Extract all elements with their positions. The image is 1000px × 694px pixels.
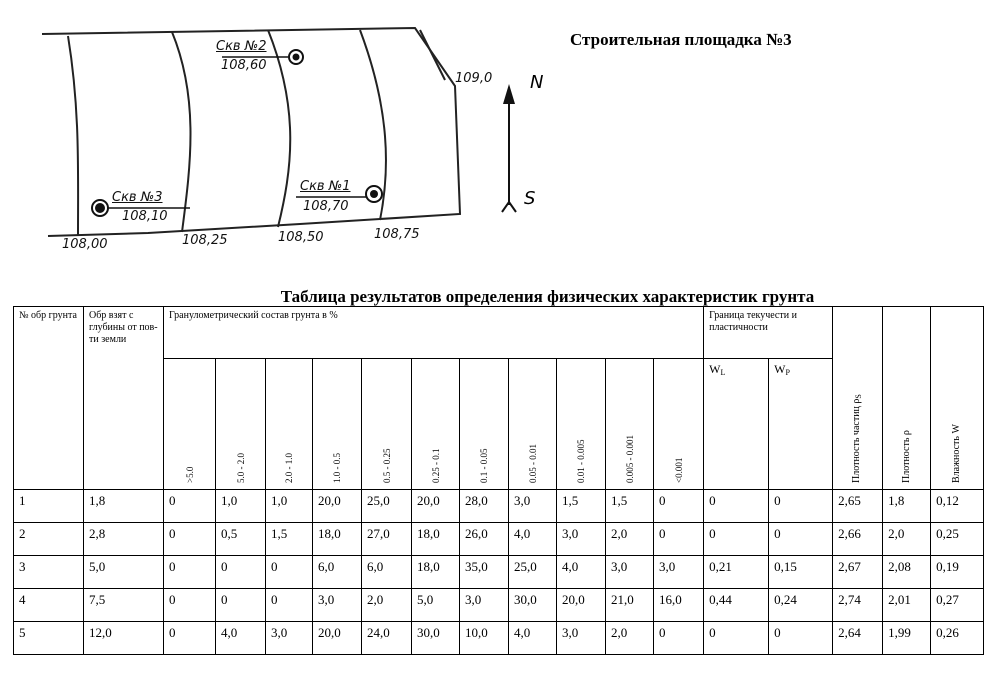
table-cell: 16,0 <box>654 589 704 622</box>
table-cell: 1,5 <box>606 490 654 523</box>
table-cell: 18,0 <box>313 523 362 556</box>
header-density: Плотность ρ <box>883 307 931 490</box>
table-cell: 18,0 <box>412 556 460 589</box>
table-cell: 4,0 <box>509 622 557 655</box>
table-cell: 0 <box>654 490 704 523</box>
table-cell: 4,0 <box>557 556 606 589</box>
fraction-header: 0.01 - 0.005 <box>557 359 606 490</box>
table-row <box>14 490 984 523</box>
table-cell: 1 <box>14 490 84 523</box>
well-2-elevation: 108,60 <box>221 58 267 73</box>
table-cell: 1,0 <box>266 490 313 523</box>
table-cell: 30,0 <box>412 622 460 655</box>
well-1-elevation: 108,70 <box>303 199 349 214</box>
table-cell: 2,0 <box>362 589 412 622</box>
fraction-header: 1.0 - 0.5 <box>313 359 362 490</box>
table-cell: 2,65 <box>833 490 883 523</box>
table-cell: 0 <box>216 589 266 622</box>
table-cell: 0 <box>164 589 216 622</box>
well-3-elevation: 108,10 <box>122 209 168 224</box>
table-cell: 2 <box>14 523 84 556</box>
table-cell: 10,0 <box>460 622 509 655</box>
table-cell: 5,0 <box>84 556 164 589</box>
table-row <box>14 556 984 589</box>
fraction-header: 2.0 - 1.0 <box>266 359 313 490</box>
table-cell: 20,0 <box>557 589 606 622</box>
table-cell: 0 <box>769 523 833 556</box>
header-moisture: Влажность W <box>931 307 984 490</box>
table-cell: 3,0 <box>557 622 606 655</box>
table-cell: 4,0 <box>509 523 557 556</box>
table-cell: 2,67 <box>833 556 883 589</box>
table-cell: 0 <box>164 523 216 556</box>
table-cell: 1,8 <box>883 490 931 523</box>
table-cell: 0,21 <box>704 556 769 589</box>
table-cell: 5 <box>14 622 84 655</box>
table-row <box>14 589 984 622</box>
fraction-header: 0.005 - 0.001 <box>606 359 654 490</box>
site-plan-drawing <box>0 0 560 265</box>
table-cell: 21,0 <box>606 589 654 622</box>
table-cell: 0 <box>769 622 833 655</box>
table-cell: 0 <box>654 622 704 655</box>
table-cell: 6,0 <box>313 556 362 589</box>
table-cell: 27,0 <box>362 523 412 556</box>
table-cell: 2,01 <box>883 589 931 622</box>
table-cell: 6,0 <box>362 556 412 589</box>
header-depth: Обр взят с глубины от пов-ти земли <box>84 307 164 490</box>
north-label: N <box>530 72 544 93</box>
fraction-header: 0.25 - 0.1 <box>412 359 460 490</box>
table-cell: 3,0 <box>460 589 509 622</box>
header-granulometric: Гранулометрический состав грунта в % <box>164 307 704 359</box>
results-table <box>13 306 984 655</box>
table-cell: 0 <box>164 490 216 523</box>
table-cell: 25,0 <box>362 490 412 523</box>
contour-label: 108,25 <box>182 233 228 248</box>
header-wp: $W_P$ <box>769 359 833 490</box>
table-cell: 0 <box>654 523 704 556</box>
fraction-header: <0.001 <box>654 359 704 490</box>
table-cell: 0,44 <box>704 589 769 622</box>
table-cell: 3,0 <box>557 523 606 556</box>
table-cell: 3,0 <box>266 622 313 655</box>
table-cell: 20,0 <box>412 490 460 523</box>
table-cell: 2,64 <box>833 622 883 655</box>
table-cell: 20,0 <box>313 622 362 655</box>
well-2-label: Скв №2 <box>216 39 267 54</box>
table-cell: 2,0 <box>606 523 654 556</box>
table-cell: 0,19 <box>931 556 984 589</box>
table-cell: 3,0 <box>509 490 557 523</box>
contour-label: 108,75 <box>374 227 420 242</box>
table-cell: 1,5 <box>266 523 313 556</box>
fraction-header: >5.0 <box>164 359 216 490</box>
contour-line <box>268 30 290 227</box>
table-cell: 3,0 <box>313 589 362 622</box>
table-cell: 0,27 <box>931 589 984 622</box>
south-label: S <box>524 188 536 209</box>
table-cell: 3 <box>14 556 84 589</box>
site-title: Строительная площадка №3 <box>570 30 792 49</box>
well-3-label: Скв №3 <box>112 190 163 205</box>
table-cell: 2,8 <box>84 523 164 556</box>
table-cell: 0 <box>164 622 216 655</box>
table-cell: 0 <box>704 490 769 523</box>
table-cell: 18,0 <box>412 523 460 556</box>
table-cell: 0,24 <box>769 589 833 622</box>
table-cell: 2,0 <box>606 622 654 655</box>
header-wl: $W_L$ <box>704 359 769 490</box>
table-cell: 5,0 <box>412 589 460 622</box>
table-cell: 0,15 <box>769 556 833 589</box>
table-cell: 24,0 <box>362 622 412 655</box>
table-cell: 30,0 <box>509 589 557 622</box>
table-cell: 20,0 <box>313 490 362 523</box>
table-cell: 3,0 <box>654 556 704 589</box>
table-cell: 28,0 <box>460 490 509 523</box>
table-cell: 4 <box>14 589 84 622</box>
table-row <box>14 622 984 655</box>
table-cell: 1,8 <box>84 490 164 523</box>
table-cell: 0 <box>216 556 266 589</box>
table-cell: 1,0 <box>216 490 266 523</box>
table-cell: 0 <box>266 589 313 622</box>
table-cell: 4,0 <box>216 622 266 655</box>
table-cell: 0,25 <box>931 523 984 556</box>
table-cell: 2,74 <box>833 589 883 622</box>
table-body <box>14 490 984 655</box>
table-cell: 25,0 <box>509 556 557 589</box>
table-cell: 35,0 <box>460 556 509 589</box>
fraction-header: 0.1 - 0.05 <box>460 359 509 490</box>
header-limits: Граница текучести и пластичности <box>704 307 833 359</box>
table-cell: 0 <box>164 556 216 589</box>
contour-line <box>420 30 445 80</box>
table-cell: 0,12 <box>931 490 984 523</box>
table-cell: 2,66 <box>833 523 883 556</box>
well-1-label: Скв №1 <box>300 179 351 194</box>
contour-line <box>68 36 78 236</box>
table-cell: 0 <box>704 622 769 655</box>
contour-label: 108,50 <box>278 230 324 245</box>
table-cell: 26,0 <box>460 523 509 556</box>
fraction-header: 5.0 - 2.0 <box>216 359 266 490</box>
table-cell: 3,0 <box>606 556 654 589</box>
table-cell: 0 <box>266 556 313 589</box>
table-cell: 7,5 <box>84 589 164 622</box>
table-cell: 0,5 <box>216 523 266 556</box>
table-row <box>14 523 984 556</box>
header-row <box>14 307 984 359</box>
contour-label: 108,00 <box>62 237 108 252</box>
table-cell: 2,08 <box>883 556 931 589</box>
site-plan <box>0 0 560 265</box>
header-density-particles: Плотность частиц $\rho_S$ <box>833 307 883 490</box>
table-cell: 0 <box>769 490 833 523</box>
fraction-header: 0.5 - 0.25 <box>362 359 412 490</box>
fraction-header: 0.05 - 0.01 <box>509 359 557 490</box>
contour-line <box>172 32 191 232</box>
table-cell: 12,0 <box>84 622 164 655</box>
table-cell: 0,26 <box>931 622 984 655</box>
header-sample-no: № обр грунта <box>14 307 84 490</box>
table-cell: 2,0 <box>883 523 931 556</box>
table-cell: 1,99 <box>883 622 931 655</box>
table-title: Таблица результатов определения физических характеристик грунта <box>280 287 815 306</box>
table-cell: 0 <box>704 523 769 556</box>
contour-label: 109,0 <box>455 71 493 86</box>
table-cell: 1,5 <box>557 490 606 523</box>
